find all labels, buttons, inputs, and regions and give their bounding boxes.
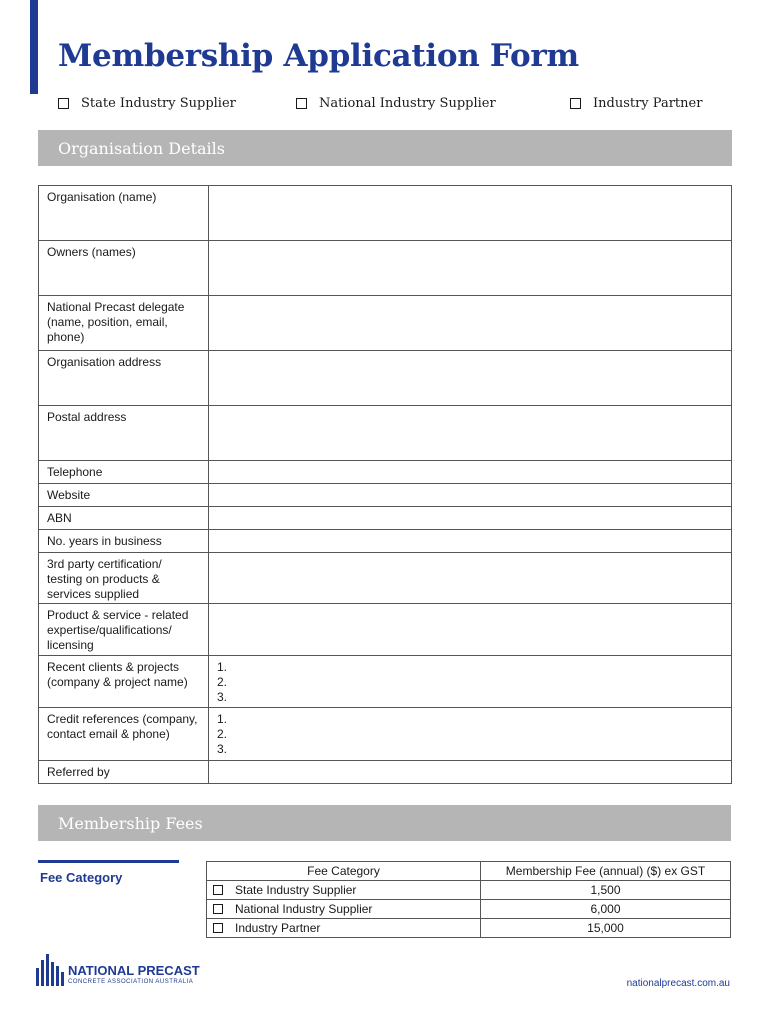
column-header: Fee Category	[207, 862, 481, 881]
field-label: Referred by	[39, 761, 209, 784]
membership-type-label: National Industry Supplier	[319, 96, 496, 111]
table-row	[39, 484, 732, 507]
table-row	[39, 708, 732, 761]
field-label: Organisation address	[39, 351, 209, 406]
membership-type-national-industry-supplier[interactable]	[296, 96, 496, 111]
fee-amount: 15,000	[481, 919, 731, 938]
field-label: Owners (names)	[39, 241, 209, 296]
field-label: Website	[39, 484, 209, 507]
membership-type-state-industry-supplier[interactable]	[58, 96, 236, 111]
checkbox-icon[interactable]	[58, 98, 69, 109]
table-row	[39, 507, 732, 530]
list-number: 2.	[217, 675, 228, 689]
fee-category-cell[interactable]	[207, 919, 481, 938]
section-header-membership-fees: Membership Fees	[38, 805, 731, 841]
checkbox-icon[interactable]	[213, 885, 223, 895]
membership-type-industry-partner[interactable]	[570, 96, 702, 111]
checkbox-icon[interactable]	[213, 904, 223, 914]
fee-category-label: Industry Partner	[235, 921, 321, 935]
field-label: Organisation (name)	[39, 186, 209, 241]
recent-clients-field[interactable]	[209, 656, 732, 708]
fee-category-cell[interactable]	[207, 900, 481, 919]
table-row	[39, 351, 732, 406]
checkbox-icon[interactable]	[213, 923, 223, 933]
table-row	[39, 530, 732, 553]
expertise-field[interactable]	[209, 604, 732, 656]
owners-names-field[interactable]	[209, 241, 732, 296]
fee-category-rule	[38, 860, 179, 863]
field-label: National Precast delegate (name, position, email, phone)	[39, 296, 209, 351]
table-row	[207, 900, 731, 919]
field-label: Credit references (company, contact email & phone)	[39, 708, 209, 761]
delegate-field[interactable]	[209, 296, 732, 351]
list-number: 3.	[217, 742, 228, 756]
building-bars-icon	[36, 954, 64, 986]
checkbox-icon[interactable]	[570, 98, 581, 109]
fee-category-label: State Industry Supplier	[235, 883, 357, 897]
table-row	[39, 186, 732, 241]
field-label: 3rd party certification/ testing on products & services supplied	[39, 553, 209, 604]
table-row	[39, 761, 732, 784]
table-row	[207, 881, 731, 900]
title-accent-bar	[30, 0, 38, 94]
table-row	[39, 553, 732, 604]
logo-name: NATIONAL PRECAST	[68, 963, 200, 978]
table-row	[39, 241, 732, 296]
certification-field[interactable]	[209, 553, 732, 604]
list-number: 3.	[217, 690, 228, 704]
table-row	[39, 604, 732, 656]
logo-subtitle: CONCRETE ASSOCIATION AUSTRALIA	[68, 979, 194, 985]
membership-type-label: Industry Partner	[593, 96, 703, 111]
list-number: 1.	[217, 712, 228, 726]
organisation-details-table	[38, 185, 732, 784]
checkbox-icon[interactable]	[296, 98, 307, 109]
field-label: Postal address	[39, 406, 209, 461]
credit-references-field[interactable]	[209, 708, 732, 761]
page-title: Membership Application Form	[58, 38, 579, 74]
membership-type-label: State Industry Supplier	[81, 96, 236, 111]
telephone-field[interactable]	[209, 461, 732, 484]
fee-category-heading: Fee Category	[40, 870, 123, 885]
referred-by-field[interactable]	[209, 761, 732, 784]
organisation-address-field[interactable]	[209, 351, 732, 406]
list-number: 1.	[217, 660, 228, 674]
organisation-name-field[interactable]	[209, 186, 732, 241]
table-row	[39, 656, 732, 708]
field-label: No. years in business	[39, 530, 209, 553]
abn-field[interactable]	[209, 507, 732, 530]
table-row	[39, 461, 732, 484]
list-number: 2.	[217, 727, 228, 741]
fee-category-cell[interactable]	[207, 881, 481, 900]
fee-category-label: National Industry Supplier	[235, 902, 373, 916]
fee-amount: 1,500	[481, 881, 731, 900]
fee-amount: 6,000	[481, 900, 731, 919]
website-field[interactable]	[209, 484, 732, 507]
field-label: ABN	[39, 507, 209, 530]
section-header-organisation-details: Organisation Details	[38, 130, 732, 166]
postal-address-field[interactable]	[209, 406, 732, 461]
website-link[interactable]: nationalprecast.com.au	[626, 978, 730, 989]
membership-fees-table	[206, 861, 731, 938]
national-precast-logo	[36, 954, 200, 986]
column-header: Membership Fee (annual) ($) ex GST	[481, 862, 731, 881]
table-header-row	[207, 862, 731, 881]
field-label: Recent clients & projects (company & project name)	[39, 656, 209, 708]
years-in-business-field[interactable]	[209, 530, 732, 553]
table-row	[39, 296, 732, 351]
table-row	[39, 406, 732, 461]
table-row	[207, 919, 731, 938]
field-label: Telephone	[39, 461, 209, 484]
field-label: Product & service - related expertise/qualifications/ licensing	[39, 604, 209, 656]
